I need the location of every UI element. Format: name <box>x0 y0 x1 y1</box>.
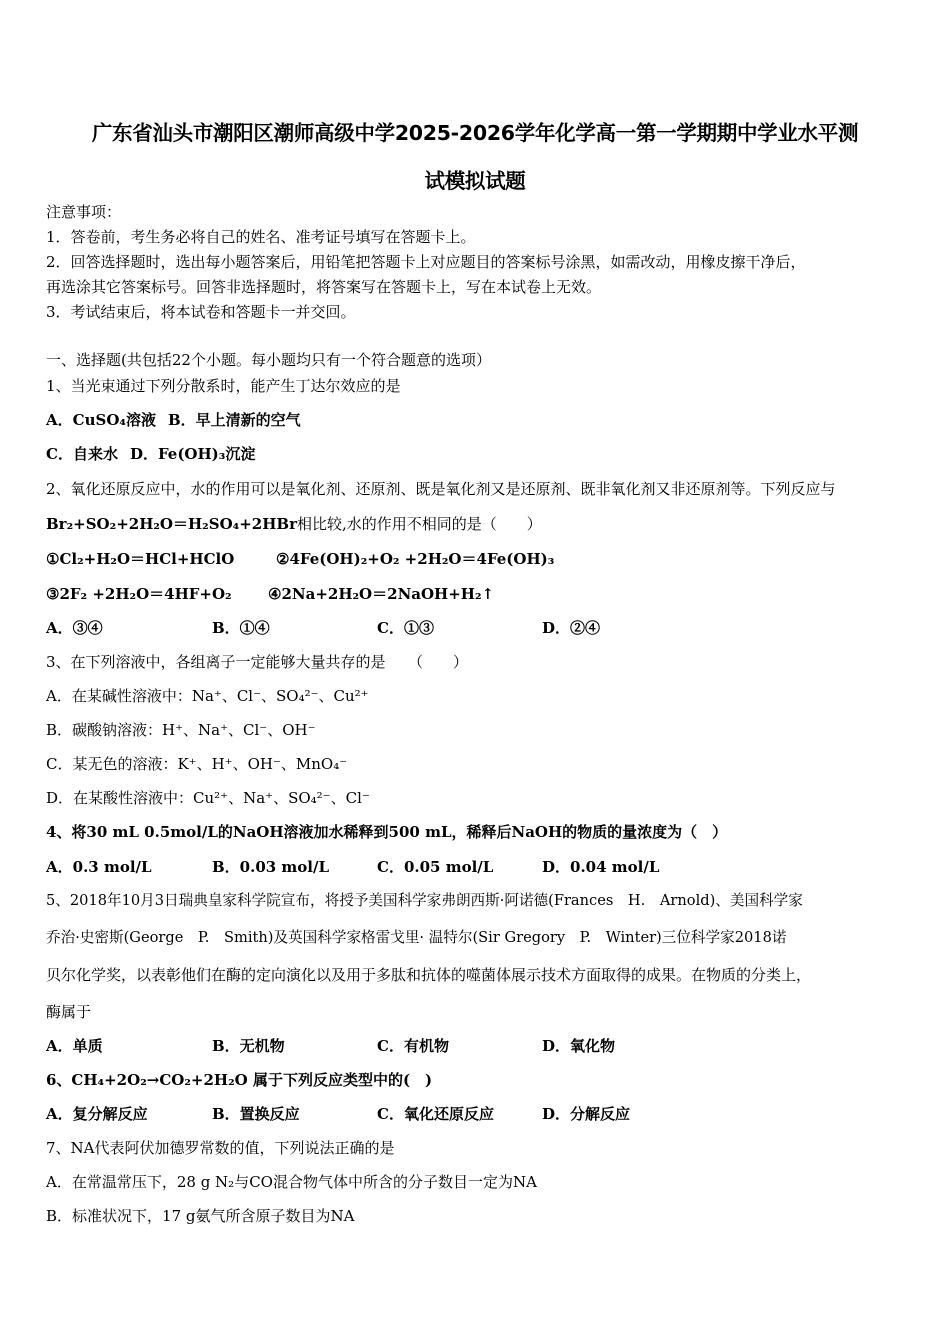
q1-option-a: A．CuSO₄溶液 <box>46 411 156 429</box>
notice-item-3: 3．考试结束后，将本试卷和答题卡一并交回。 <box>46 303 356 321</box>
q5-option-b: B．无机物 <box>212 1037 285 1055</box>
q2-option-d: D．②④ <box>542 619 601 637</box>
notice-item-1: 1．答卷前，考生务必将自己的姓名、准考证号填写在答题卡上。 <box>46 228 476 246</box>
q2-stem-line-2 <box>46 514 542 534</box>
q5-option-d: D．氧化物 <box>542 1037 616 1055</box>
q4-stem: 4、将30 mL 0.5mol/L的NaOH溶液加水稀释到500 mL，稀释后NaOH的物质的量浓度为（ ） <box>46 823 728 841</box>
q3-option-c: C．某无色的溶液：K⁺、H⁺、OH⁻、MnO₄⁻ <box>46 755 348 773</box>
q1-option-d: D．Fe(OH)₃沉淀 <box>129 445 256 463</box>
q5-option-c: C．有机物 <box>377 1037 449 1055</box>
q5-line-4: 酶属于 <box>46 1003 92 1021</box>
q2-option-a: A．③④ <box>46 619 103 637</box>
q2-reaction-1: ①Cl₂+H₂O＝HCl+HClO <box>46 550 235 568</box>
q6-option-d: D．分解反应 <box>542 1105 631 1123</box>
notice-item-2: 2．回答选择题时，选出每小题答案后，用铅笔把答题卡上对应题目的答案标号涂黑，如需改动，用橡皮擦干净后， <box>46 253 806 271</box>
q4-option-a: A．0.3 mol/L <box>46 858 152 876</box>
q6-stem: 6、CH₄+2O₂→CO₂+2H₂O 属于下列反应类型中的( ) <box>46 1071 433 1089</box>
q5-line-2: 乔治·史密斯(George P. Smith)及英国科学家格雷戈里· 温特尔(Sir Gregory P. Winter)三位科学家2018诺 <box>46 929 787 946</box>
q4-option-d: D．0.04 mol/L <box>542 858 660 876</box>
q5-line-1: 5、2018年10月3日瑞典皇家科学院宣布，将授予美国科学家弗朗西斯·阿诺德(Frances H. Arnold)、美国科学家 <box>46 892 803 909</box>
q4-option-c: C．0.05 mol/L <box>377 858 494 876</box>
q3-option-b: B．碳酸钠溶液：H⁺、Na⁺、Cl⁻、OH⁻ <box>46 721 316 739</box>
q2-stem-line-1: 2、氧化还原反应中，水的作用可以是氧化剂、还原剂、既是氧化剂又是还原剂、既非氧化剂又非还原剂等。下列反应与 <box>46 480 836 498</box>
q5-line-3: 贝尔化学奖，以表彰他们在酶的定向演化以及用于多肽和抗体的噬菌体展示技术方面取得的成果。在物质的分类上， <box>46 966 812 984</box>
q1-options-ab <box>46 410 301 430</box>
q1-options-cd <box>46 444 255 464</box>
q3-stem: 3、在下列溶液中，各组离子一定能够大量共存的是 （ ） <box>46 653 469 671</box>
notice-item-2-cont: 再选涂其它答案标号。回答非选择题时，将答案写在答题卡上，写在本试卷上无效。 <box>46 278 602 296</box>
q2-option-b: B．①④ <box>212 619 270 637</box>
q7-stem: 7、NA代表阿伏加德罗常数的值，下列说法正确的是 <box>46 1139 395 1157</box>
q5-option-a: A．单质 <box>46 1037 103 1055</box>
q1-stem: 1、当光束通过下列分散系时，能产生丁达尔效应的是 <box>46 377 401 395</box>
q2-option-c: C．①③ <box>377 619 434 637</box>
q3-option-a: A．在某碱性溶液中：Na⁺、Cl⁻、SO₄²⁻、Cu²⁺ <box>46 687 369 705</box>
q2-stem-tail: 相比较,水的作用不相同的是（ ） <box>296 515 542 533</box>
q1-option-b: B．早上清新的空气 <box>167 411 301 429</box>
paper-title-line-2: 试模拟试题 <box>424 169 526 193</box>
q6-option-c: C．氧化还原反应 <box>377 1105 494 1123</box>
q2-reaction-3: ③2F₂ +2H₂O＝4HF+O₂ <box>46 585 232 603</box>
section-heading: 一、选择题(共包括22个小题。每小题均只有一个符合题意的选项） <box>46 351 491 369</box>
q6-option-b: B．置换反应 <box>212 1105 300 1123</box>
q2-reaction-4: ④2Na+2H₂O＝2NaOH+H₂↑ <box>268 585 495 603</box>
q3-option-d: D．在某酸性溶液中：Cu²⁺、Na⁺、SO₄²⁻、Cl⁻ <box>46 789 370 807</box>
q7-option-b: B．标准状况下，17 g氨气所含原子数目为NA <box>46 1207 355 1225</box>
q2-reference-equation: Br₂+SO₂+2H₂O＝H₂SO₄+2HBr <box>46 515 297 533</box>
notice-heading: 注意事项： <box>46 203 122 221</box>
q1-option-c: C．自来水 <box>46 445 118 463</box>
q7-option-a: A．在常温常压下，28 g N₂与CO混合物气体中所含的分子数目一定为NA <box>46 1173 537 1191</box>
q4-option-b: B．0.03 mol/L <box>212 858 330 876</box>
paper-title-line-1: 广东省汕头市潮阳区潮师高级中学2025-2026学年化学高一第一学期期中学业水平测 <box>91 121 859 145</box>
q2-reaction-2: ②4Fe(OH)₂+O₂ +2H₂O＝4Fe(OH)₃ <box>276 550 555 568</box>
q6-option-a: A．复分解反应 <box>46 1105 148 1123</box>
